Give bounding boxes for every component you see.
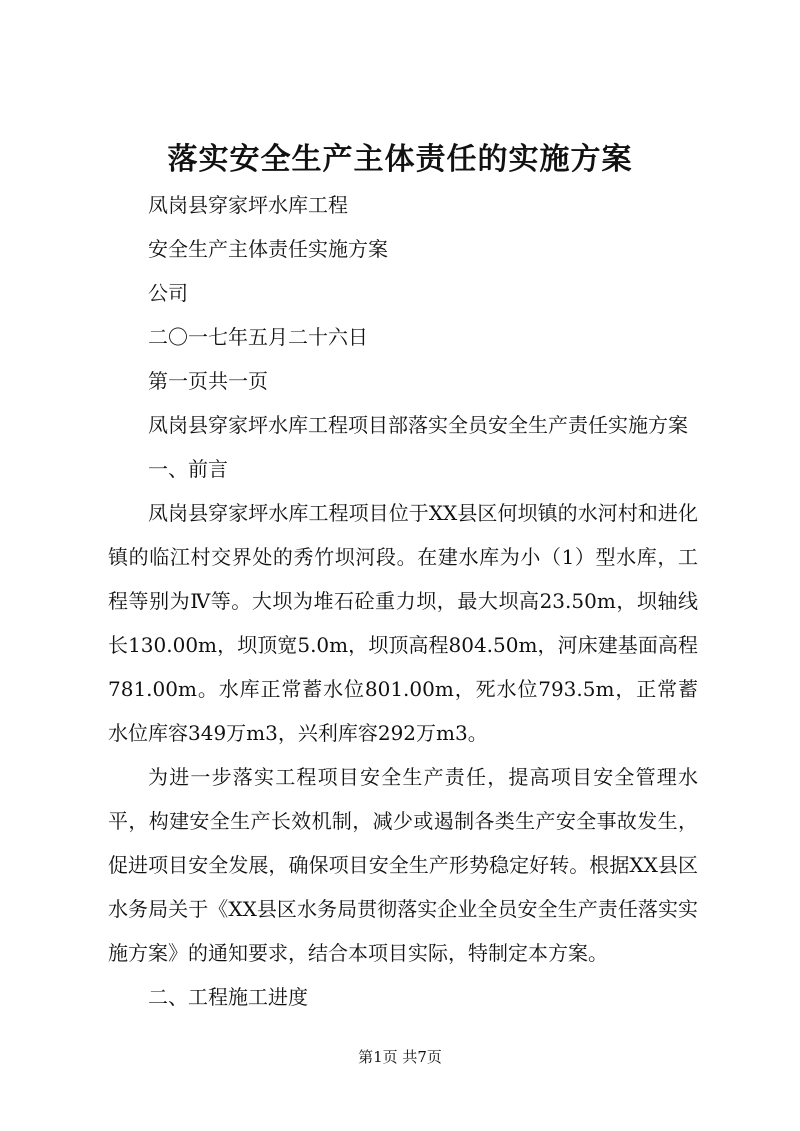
cover-line-project: 凤岗县穿家坪水库工程 [148,193,348,217]
cover-line-company: 公司 [148,281,188,305]
paragraph-purpose: 为进一步落实工程项目安全生产责任，提高项目安全管理水平，构建安全生产长效机制，减少或遏制各类生产安全事故发生，促进项目安全发展，确保项目安全生产形势稳定好转。根据XX县区水务局关于《XX县区水务局贯彻落实企业全员安全生产责任落实实施方案》的通知要求，结合本项目实际，特制定本方案。 [108,765,698,965]
cover-line-date: 二〇一七年五月二十六日 [148,325,368,349]
document-body [108,183,698,1019]
document-title: 落实安全生产主体责任的实施方案 [167,142,633,177]
section-heading-preface: 一、前言 [148,457,228,481]
section-heading-progress: 二、工程施工进度 [148,985,308,1009]
cover-line-plan: 安全生产主体责任实施方案 [148,237,388,261]
page-footer: 第1页 共7页 [358,1048,442,1066]
cover-line-page-count: 第一页共一页 [148,369,268,393]
section-heading-plan-title: 凤岗县穿家坪水库工程项目部落实全员安全生产责任实施方案 [148,413,688,437]
paragraph-project-overview: 凤岗县穿家坪水库工程项目位于XX县区何坝镇的水河村和进化镇的临江村交界处的秀竹坝河段。在建水库为小（1）型水库，工程等别为Ⅳ等。大坝为堆石砼重力坝，最大坝高23.50m，坝轴线长130.00m，坝顶宽5.0m，坝顶高程804.50m，河床建基面高程781.00m。水库正常蓄水位801.00m，死水位793.5m，正常蓄水位库容349万m3，兴利库容292万m3。 [108,501,698,745]
